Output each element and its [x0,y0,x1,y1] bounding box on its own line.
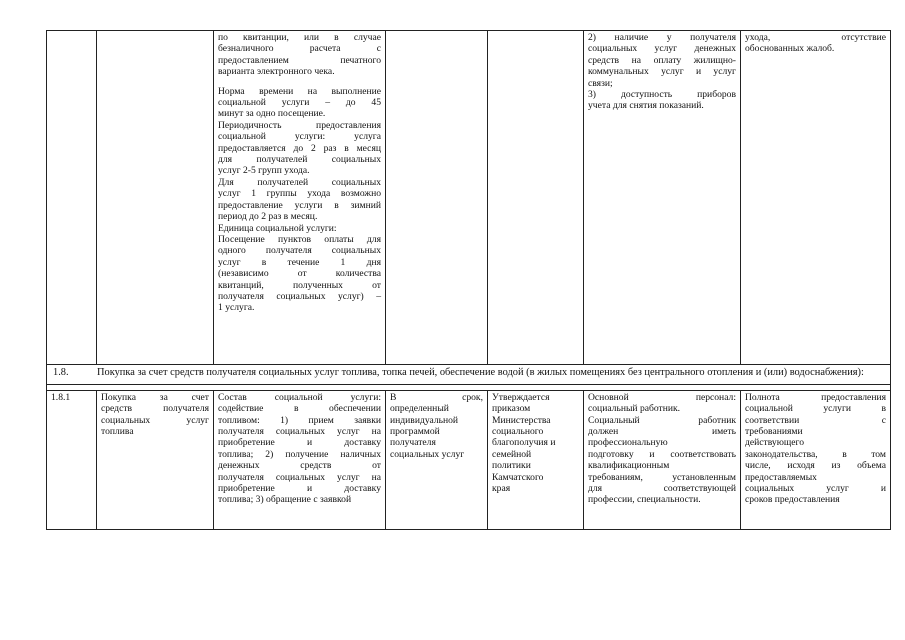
text-line: Основной персонал: [588,391,736,403]
text-line: подготовку и соответствовать [588,448,736,460]
text-line: Камчатского [492,471,544,483]
norm-text-block [218,86,381,314]
cell-name-empty [97,31,214,365]
cell-quality [741,31,891,365]
cell-service-name [97,390,214,529]
text-line: В срок, [390,391,483,403]
text-line: Социальный работник [588,414,736,426]
text-line: Состав социальной услуги: [218,391,381,403]
text-line: денежных средств от [218,460,381,472]
text-line: средств на оплату жилищно- [588,54,736,66]
text-line: предоставляется до 2 раз в месяц [218,142,381,154]
text-line: 2) наличие у получателя [588,32,736,43]
text-line: по квитанции, или в случае [218,32,381,43]
text-line: коммунальных услуг и услуг [588,66,736,78]
cell-service-term [386,390,488,529]
text-line: топливом: 1) прием заявки [218,414,381,426]
text-line: социальной услуги в [745,403,886,415]
cell-conditions [584,31,741,365]
text-line: определенный [390,403,449,415]
text-line: для соответствующей [588,483,736,495]
cell-service-quality [741,390,891,529]
text-line: услуг 1 группы ухода возможно [218,188,381,200]
text-line: период до 2 раз в месяц. [218,211,318,223]
text-line: Периодичность предоставления [218,119,381,131]
text-line: 3) доступность приборов [588,89,736,101]
text-line: получателя социальных услуг) – [218,290,381,302]
table-row-continued [47,31,891,365]
text-line: топлива; 2) получение наличных [218,448,381,460]
text-line: учета для снятия показаний. [588,100,704,112]
text-line: благополучия и [492,437,556,449]
text-line: 1 услуга. [218,302,255,314]
text-line: должен иметь [588,426,736,438]
section-heading [47,365,891,385]
text-line: Покупка за счет [101,391,209,403]
text-line: сроков предоставления [745,494,840,506]
text-line: социальный работник. [588,403,681,415]
text-line: безналичного расчета с [218,43,381,55]
text-line: Норма времени на выполнение [218,85,381,97]
text-line: варианта электронного чека. [218,66,335,78]
cell-service-content [214,31,386,365]
text-line: средств получателя [101,403,209,415]
text-line: соответствии с [745,414,886,426]
text-line: индивидуальной [390,414,459,426]
text-line: приказом [492,403,531,415]
text-line: приобретение и доставку [218,437,381,449]
text-line: топлива [101,426,134,438]
cell-tariff-empty [488,31,584,365]
text-line: законодательства, в том [745,448,886,460]
text-line: программой [390,426,440,438]
text-line: социального [492,426,544,438]
text-line: социальной услуги: услуга [218,131,381,143]
text-line: одного получателя социальных [218,245,381,257]
text-line: края [492,483,511,495]
cell-service-conditions [584,390,741,529]
text-line: профессиональную [588,437,668,449]
text-line: получателя [390,437,436,449]
text-line: получателя социальных услуг на [218,426,381,438]
text-line: Полнота предоставления [745,391,886,403]
cell-number-empty [47,31,97,365]
text-line: ухода, отсутствие [745,32,886,43]
text-line: для получателей социальных [218,154,381,166]
text-line: квитанций, полученных от [218,279,381,291]
cell-service-content [214,390,386,529]
text-line: (независимо от количества [218,268,381,280]
table-row-1-8-1 [47,390,891,529]
text-line: предоставление услуги в зимний [218,199,381,211]
text-line: топлива; 3) обращение с заявкой [218,494,352,506]
text-line: связи; [588,77,613,89]
social-services-table [46,30,891,530]
cell-term-empty [386,31,488,365]
section-row [47,365,891,385]
text-line: получателя социальных услуг на [218,471,381,483]
text-line: требованиям, установленным [588,471,736,483]
text-line: действующего [745,437,805,449]
text-line: обоснованных жалоб. [745,43,835,55]
text-line: Утверждается [492,391,550,403]
text-line: числе, исходя из объема [745,460,886,472]
text-line: содействие в обеспечении [218,403,381,415]
section-number: 1.8. [53,367,69,378]
cell-number: 1.8.1 [47,390,97,529]
text-line: социальной услуги – до 45 [218,97,381,109]
text-line: приобретение и доставку [218,483,381,495]
text-line: Министерства [492,414,551,426]
text-line: социальных услуг денежных [588,43,736,55]
text-line: предоставляемых [745,471,817,483]
text-line: профессии, специальности. [588,494,701,506]
text-line: социальных услуг [101,414,209,426]
text-line: услуг в течение 1 дня [218,256,381,268]
text-line: социальных услуг [390,448,465,460]
text-line: Посещение пунктов оплаты для [218,233,381,245]
text-line: социальных услуг и [745,483,886,495]
section-title: Покупка за счет средств получателя социальных услуг топлива, топка печей, обеспечение водой (в жилых помещениях без центрального отопления и (или) водоснабжения): [97,367,864,378]
content-text-block [218,32,381,78]
text-line: услуг 2-5 групп ухода. [218,165,310,177]
text-line: минут за одно посещение. [218,108,326,120]
text-line: предоставлением печатного [218,54,381,66]
text-line: политики [492,460,531,472]
text-line: требованиями [745,426,803,438]
text-line: Для получателей социальных [218,176,381,188]
text-line: Единица социальной услуги: [218,222,337,234]
text-line: семейной [492,448,532,460]
text-line: квалификационным [588,460,670,472]
cell-service-tariff [488,390,584,529]
